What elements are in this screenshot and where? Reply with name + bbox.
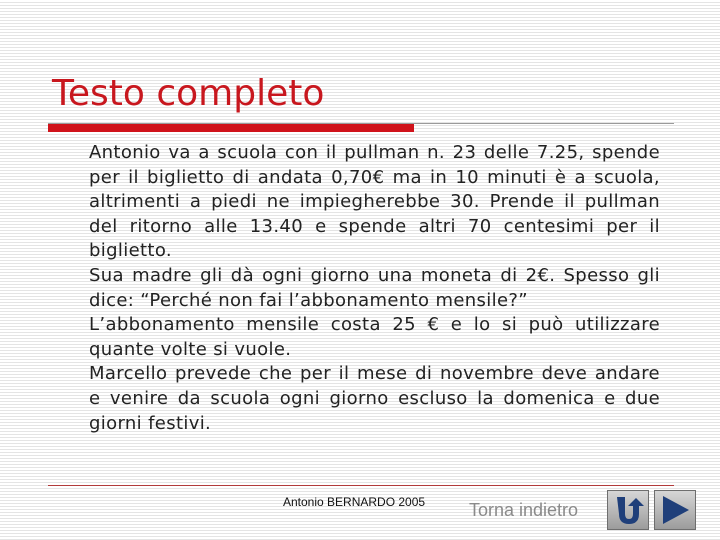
return-button[interactable] [607,490,649,530]
return-arrow-icon [612,494,644,526]
author-credit: Antonio BERNARDO 2005 [283,495,426,509]
footer-divider [48,485,674,486]
paragraph-4: Marcello prevede che per il mese di novembre deve andare e venire da scuola ogni giorno escluso la domenica e due giorni festivi. [89,363,660,434]
paragraph-2: Sua madre gli dà ogni giorno una moneta di 2€. Spesso gli dice: “Perché non fai l’abbonamento mensile?” [89,264,660,311]
next-button[interactable] [654,490,696,530]
slide-title: Testo completo [52,73,325,114]
title-accent-bar [48,124,414,132]
paragraph-3: L’abbonamento mensile costa 25 € e lo si può utilizzare quante volte si vuole. [89,314,660,360]
back-link[interactable]: Torna indietro [469,500,579,520]
play-right-icon [659,494,691,526]
paragraph-1: Antonio va a scuola con il pullman n. 23 delle 7.25, spende per il biglietto di andata 0,70€ ma in 10 minuti è a scuola, altrimenti a piedi ne impiegherebbe 30. Prende il pullman del ritorno alle 13.40 e spende altri 70 centesimi per il biglietto. [89,142,660,262]
slide-body [89,141,660,436]
